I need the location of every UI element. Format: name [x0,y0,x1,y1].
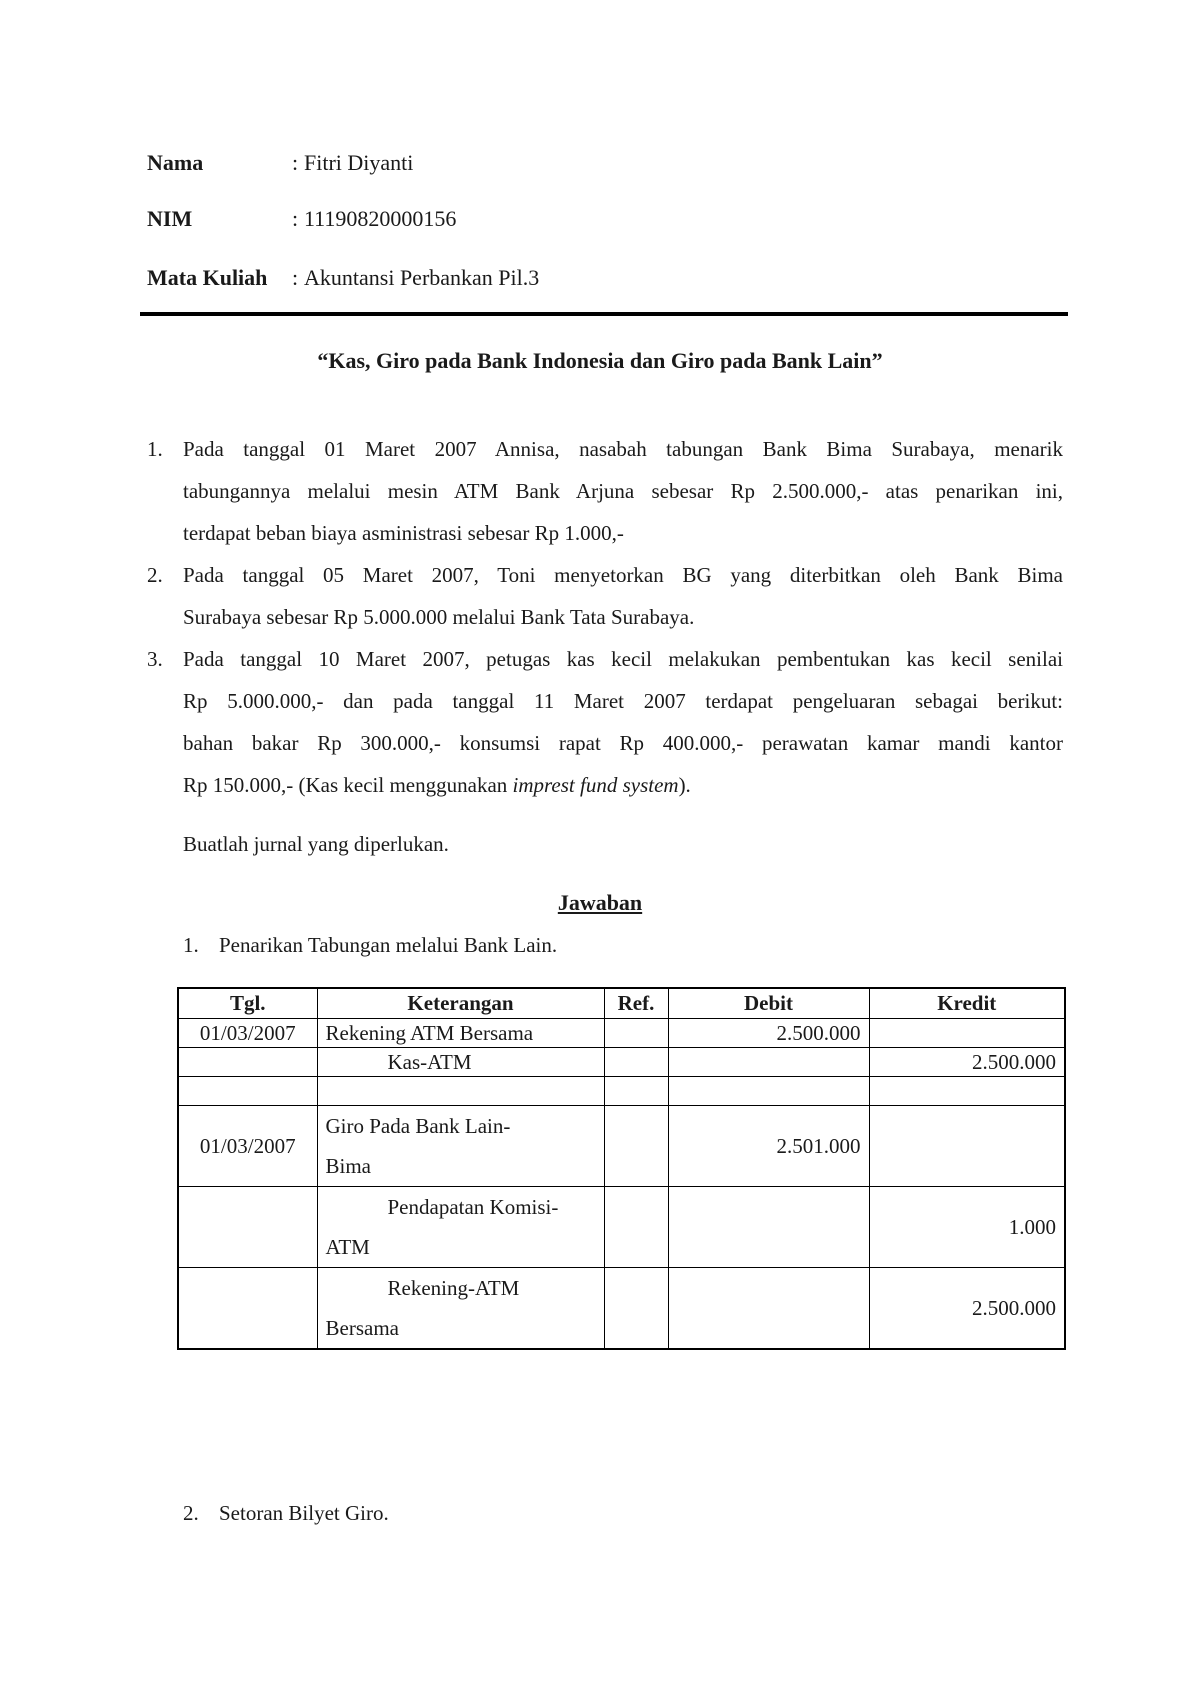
cell-tgl: 01/03/2007 [178,1106,317,1187]
table-row [178,1048,1065,1077]
nim-value: 11190820000156 [304,206,457,231]
question-1-line-1: Pada tanggal 01 Maret 2007 Annisa, nasabah tabungan Bank Bima Surabaya, menarik [183,437,1063,461]
question-1-number: 1. [147,437,163,461]
cell-debit [668,1268,869,1350]
cell-keterangan-line-1: Giro Pada Bank Lain- [325,1114,511,1138]
question-2-number: 2. [147,563,163,587]
cell-keterangan-line-1: Rekening-ATM [387,1276,520,1300]
cell-keterangan [317,1077,604,1106]
question-3-line-4-suffix: ). [678,773,691,797]
cell-ref [604,1077,668,1106]
header-tgl: Tgl. [178,988,317,1019]
header-debit: Debit [668,988,869,1019]
section-2-number: 2. [183,1501,199,1525]
cell-kredit: 1.000 [869,1187,1065,1268]
question-3-line-2: Rp 5.000.000,- dan pada tanggal 11 Maret 2007 terdapat pengeluaran sebagai berikut: [183,689,1063,713]
course-value: Akuntansi Perbankan Pil.3 [304,265,540,290]
question-3-number: 3. [147,647,163,671]
question-3-line-1: Pada tanggal 10 Maret 2007, petugas kas kecil melakukan pembentukan kas kecil senilai [183,647,1063,671]
cell-ref [604,1268,668,1350]
cell-kredit [869,1019,1065,1048]
cell-keterangan: Kas-ATM [317,1048,604,1077]
cell-debit [668,1187,869,1268]
name-label: Nama [147,150,204,175]
name-colon: : [292,150,299,175]
question-3-line-4 [183,772,1063,798]
cell-keterangan-line-2: Bersama [325,1316,399,1340]
question-2-line-2: Surabaya sebesar Rp 5.000.000 melalui Bank Tata Surabaya. [183,605,695,629]
cell-ref [604,1048,668,1077]
cell-keterangan-line-2: Bima [325,1154,371,1178]
question-3-line-4-italic: imprest fund system [512,773,679,797]
cell-kredit: 2.500.000 [869,1048,1065,1077]
cell-kredit [869,1106,1065,1187]
name-value: Fitri Diyanti [304,150,414,175]
cell-debit: 2.500.000 [668,1019,869,1048]
header-kredit: Kredit [869,988,1065,1019]
cell-keterangan: Rekening ATM Bersama [317,1019,604,1048]
section-1-text: Penarikan Tabungan melalui Bank Lain. [219,933,558,957]
cell-ref [604,1187,668,1268]
answer-title: Jawaban [557,890,643,915]
cell-tgl [178,1077,317,1106]
table-row [178,1187,1065,1268]
journal-header-row [178,988,1065,1019]
cell-debit [668,1048,869,1077]
cell-ref [604,1106,668,1187]
cell-ref [604,1019,668,1048]
cell-keterangan [317,1187,604,1268]
nim-label: NIM [147,206,193,231]
cell-keterangan-line-1: Pendapatan Komisi- [387,1195,559,1219]
course-colon: : [292,265,299,290]
course-label: Mata Kuliah [147,265,268,290]
document-title: “Kas, Giro pada Bank Indonesia dan Giro pada Bank Lain” [317,348,883,373]
cell-kredit: 2.500.000 [869,1268,1065,1350]
header-divider [140,312,1068,316]
cell-tgl [178,1048,317,1077]
cell-tgl [178,1268,317,1350]
journal-table [177,987,1066,1350]
question-1-line-2: tabungannya melalui mesin ATM Bank Arjuna sebesar Rp 2.500.000,- atas penarikan ini, [183,479,1063,503]
question-1-line-3: terdapat beban biaya asministrasi sebesar Rp 1.000,- [183,521,624,545]
question-3-line-4-prefix: Rp 150.000,- (Kas kecil menggunakan [183,773,513,797]
question-2-line-1: Pada tanggal 05 Maret 2007, Toni menyetorkan BG yang diterbitkan oleh Bank Bima [183,563,1063,587]
question-3-line-3: bahan bakar Rp 300.000,- konsumsi rapat Rp 400.000,- perawatan kamar mandi kantor [183,731,1063,755]
table-row [178,1077,1065,1106]
cell-kredit [869,1077,1065,1106]
table-row [178,1106,1065,1187]
header-ref: Ref. [604,988,668,1019]
header-keterangan: Keterangan [317,988,604,1019]
cell-tgl [178,1187,317,1268]
section-1-number: 1. [183,933,199,957]
nim-colon: : [292,206,299,231]
instruction-text: Buatlah jurnal yang diperlukan. [183,832,449,856]
table-row [178,1019,1065,1048]
cell-debit [668,1077,869,1106]
cell-tgl: 01/03/2007 [178,1019,317,1048]
table-row [178,1268,1065,1350]
cell-keterangan-line-2: ATM [325,1235,370,1259]
section-2-text: Setoran Bilyet Giro. [219,1501,389,1525]
cell-debit: 2.501.000 [668,1106,869,1187]
cell-keterangan [317,1106,604,1187]
cell-keterangan [317,1268,604,1350]
